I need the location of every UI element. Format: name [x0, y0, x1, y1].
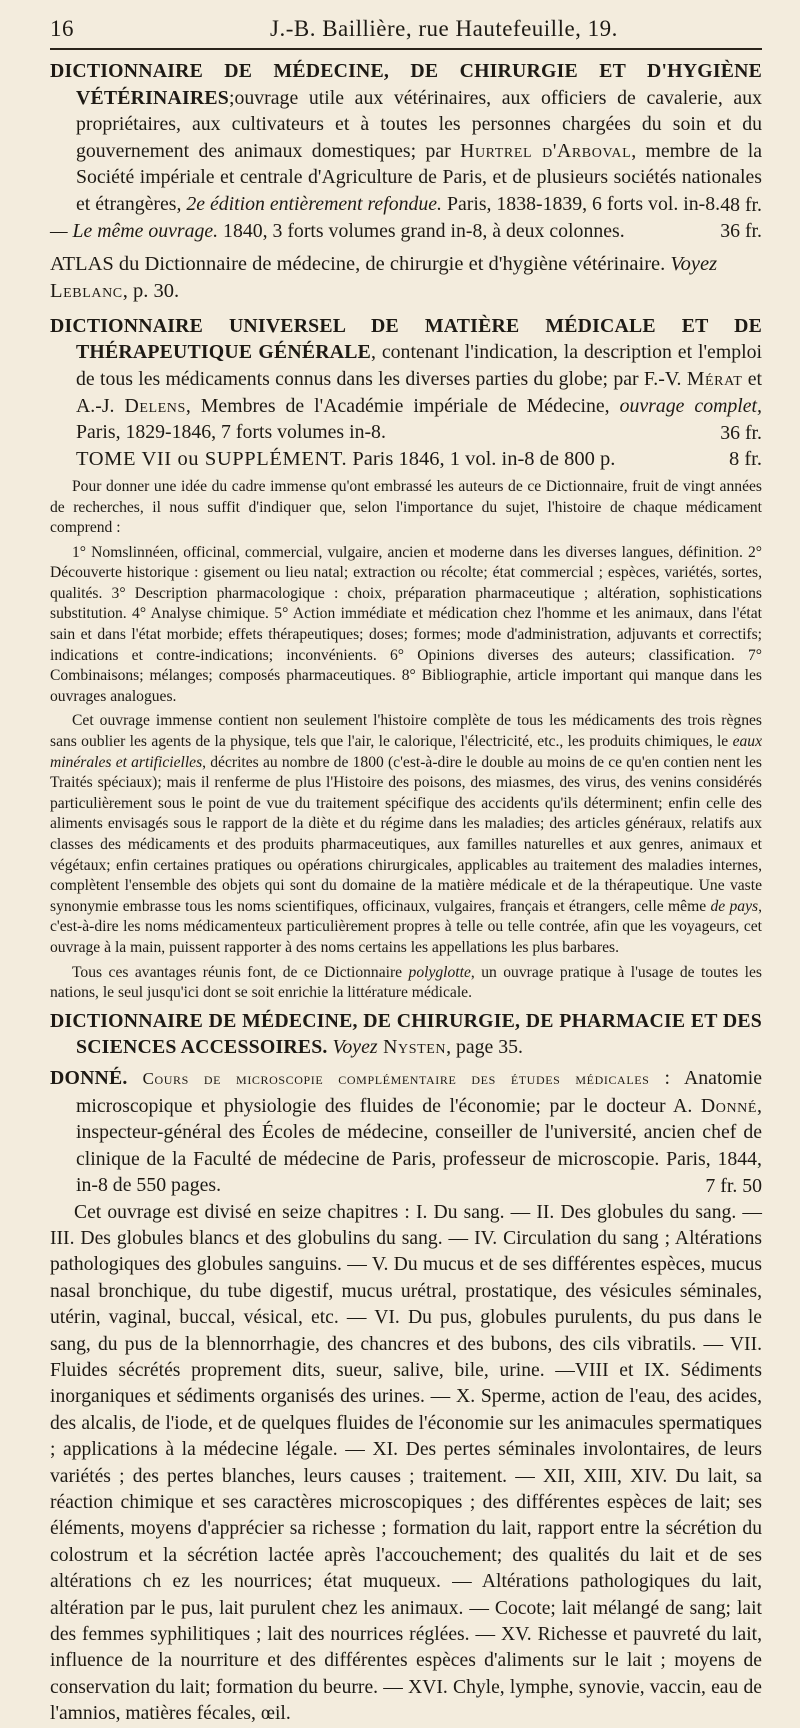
- publisher-line: J.-B. Baillière, rue Hautefeuille, 19.: [270, 16, 618, 41]
- price: 36 fr.: [720, 220, 762, 243]
- page-reference: , p. 30.: [122, 279, 180, 302]
- entry-text: Paris, 1829-1846, 7 forts volumes in-8.: [76, 421, 386, 444]
- entry-dict-sciences-body: [50, 1008, 762, 1061]
- price: 7 fr. 50: [705, 1174, 762, 1197]
- entry-donne: [50, 1065, 762, 1728]
- entry-text: , membre de la Société impériale et centrale d'Agriculture de Paris, et de plusieurs sociétés nationales et étrangères,: [76, 139, 762, 215]
- work-note: ouvrage complet,: [619, 394, 762, 417]
- entry-text: 1840, 3 forts volumes grand in-8, à deux colonnes.: [218, 220, 625, 243]
- author-name: Donné: [700, 1094, 758, 1117]
- paragraph-text: , c'est-à-dire les noms médicamenteux particulièrement propres à telle ou telle contrée, afin que les voyageurs, cet ouvrage à la main, puissent rapporter à des noms certains les appellations les plus barbares.: [50, 897, 763, 956]
- entry-title: DICTIONNAIRE UNIVERSEL DE MATIÈRE MÉDICALE ET DE THÉRAPEUTIQUE GÉNÉRALE: [50, 314, 762, 364]
- price: 48 fr.: [720, 193, 762, 216]
- author-name: Hurtrel d'Arboval: [460, 139, 632, 162]
- entry-dict-sciences: [50, 1008, 762, 1061]
- see-reference: Voyez: [670, 252, 718, 275]
- description-paragraph: Cet ouvrage est divisé en seize chapitres : I. Du sang. — II. Des globules du sang. — III. Des globules blancs et des globulins du sang. — IV. Circulation du sang ; Altérations pathologiques des globules sanguins. — V. Du mucus et de ses différentes espèces, mucus nasal bronchique, du tube digestif, mucus urétral, prostatique, des vésicules séminales, utérin, vaginal, buccal, vésical, etc. — VI. Du pus, globules purulents, du pus dans le sang, du pus de la blennorrhagie, des chancres et des bubons, des cils vibratils. — VII. Fluides sécrétés proprement dits, sueur, salive, bile, urine. —VIII et IX. Sédiments inorganiques et sédiments organisés des urines. — X. Sperme, action de l'eau, des acides, des alcalis, de l'iode, et de quelques fluides de l'économie sur les animacules spermatiques ; applications à la médecine légale. — XI. Des pertes séminales involontaires, de leurs variétés ; des pertes blanches, leurs causes ; traitement. — XII, XIII, XIV. Du lait, sa réaction chimique et ses caractères microscopiques ; des différentes espèces de lait; ses éléments, moyens d'apprécier sa richesse ; formation du lait, rapport entre la sécrétion du colostrum et la sécrétion lactée après l'accouchement; des qualités du lait et de ses altérations ch ez les nourrices; état muqueux. — Altérations pathologiques du lait, altération par le pus, lait purulent chez les animaux. — Cocote; lait mélangé de sang; lait des femmes syphilitiques ; lait des nourrices réglées. — XV. Richesse et pauvreté du lait, influence de la nourriture et des différentes espèces d'aliments sur le lait ; moyens de conservation du lait; formation du beurre. — XVI. Chyle, lymphe, synovie, vaccin, eau de l'amnios, matières fécales, œil.: [50, 1201, 762, 1725]
- author-name: Nysten: [377, 1036, 447, 1059]
- see-reference: Voyez: [327, 1036, 378, 1059]
- page-reference: , page 35.: [446, 1036, 523, 1059]
- entry-text: Paris 1846, 1 vol. in-8 de 800 p.: [347, 448, 616, 471]
- author-name: Mérat: [686, 367, 743, 390]
- page-number: 16: [50, 16, 74, 41]
- paragraph-italic: eaux minérales et artificielles: [50, 733, 762, 771]
- entry-dict-mat-med: [50, 313, 762, 1004]
- same-work-row: [50, 218, 762, 245]
- entry-text: Paris, 1838-1839, 6 forts vol. in-8.: [442, 192, 721, 215]
- description-paragraph: 1° Nomslinnéen, officinal, commercial, vulgaire, ancien et moderne dans les diverses langues, définition. 2° Découverte historique : gisement ou lieu natal; extraction ou récolte; état commercial ; espèces, variétés, sortes, qualités. 3° Description pharmacologique : choix, préparation pharmaceutique ; altération, sophistications substitution. 4° Analyse chimique. 5° Action immédiate et médication chez l'homme et les animaux, dans l'état sain et dans l'état morbide; effets thérapeutiques; doses; formes; mode d'administration, adjuvants et correctifs; indications et contre-indications; inconvénients. 6° Opinions diverses des auteurs; classification. 7° Combinaisons; mélanges; composés pharmaceutiques. 8° Bibliographie, article important qui manque dans les ouvrages analogues.: [50, 543, 762, 705]
- entry-atlas: [50, 251, 762, 305]
- author-name: Delens: [124, 394, 186, 417]
- entry-text: ;ouvrage utile aux vétérinaires, aux officiers de cavalerie, aux propriétaires, aux cultivateurs et à toutes les personnes chargées du soin et du gouvernement des animaux domestiques; par: [76, 86, 762, 162]
- entry-title: DICTIONNAIRE DE MÉDECINE, DE CHIRURGIE, DE PHARMACIE ET DES SCIENCES ACCESSOIRES.: [50, 1009, 762, 1059]
- entry-title: DONNÉ.: [50, 1066, 128, 1089]
- price: 8 fr.: [728, 448, 762, 471]
- header-rule: [50, 48, 762, 50]
- entry-dict-med-vet-body: [50, 58, 762, 218]
- paragraph-text: , un ouvrage pratique à l'usage de toutes les nations, le seul jusqu'ici dont se soit enrichie la littérature médicale.: [50, 963, 762, 1002]
- price: 36 fr.: [720, 421, 762, 444]
- description-paragraph: Pour donner une idée du cadre immense qu'ont embrassé les auteurs de ce Dictionnaire, fruit de vingt années de recherches, il nous suffit d'indiquer que, selon l'importance du sujet, l'histoire de chaque médicament comprend :: [50, 477, 762, 537]
- edition-note: 2e édition entièrement refondue.: [186, 192, 443, 215]
- paragraph-italic: polyglotte: [408, 963, 471, 981]
- description-paragraph: [50, 963, 762, 1004]
- entry-dict-med-vet: [50, 58, 762, 245]
- same-work-label: — Le même ouvrage.: [50, 220, 219, 243]
- paragraph-text: Tous ces avantages réunis font, de ce Dictionnaire: [72, 963, 409, 981]
- description-paragraph: [50, 711, 762, 958]
- author-name: Leblanc: [50, 279, 123, 302]
- entry-text: ATLAS du Dictionnaire de médecine, de chirurgie et d'hygiène vétérinaire.: [50, 252, 671, 275]
- running-header: [50, 16, 762, 42]
- entry-text: , contenant l'indication, la description et l'emploi de tous les médicaments connus dans les diverses parties du globe; par F.-V.: [76, 341, 762, 390]
- paragraph-text: Cet ouvrage immense contient non seulement l'histoire complète de tous les médicaments des trois règnes sans oublier les agents de la physique, tels que l'air, le calorique, l'électricité, etc., les produits chimiques, le: [50, 712, 762, 751]
- course-title: Cours de microscopie complémentaire des études médicales: [127, 1068, 650, 1088]
- paragraph-text: , décrites au nombre de 1800 (c'est-à-dire le double au moins de ce qu'en contien nent les Traités spéciaux); mais il renferme de plus l'Histoire des poisons, des miasmes, des virus, des venins considérés particulièrement sous le point de vue du traitement spécifique des accidents qu'ils déterminent; enfin celle des aliments envisagés sous le rapport de la diète et du régime dans les maladies; des articles généraux, relatifs aux classes des médicaments et des produits pharmaceutiques, aux familles naturelles et aux genres, animaux et végétaux; enfin certaines pratiques ou opérations chirurgicales, applicables au traitement des maladies internes, complètent l'ensemble des objets qui sont du domaine de la matière médicale et de la thérapeutique. Une vaste synonymie embrasse tous les noms scientifiques, officinaux, vulgaires, français et étrangers, celle même: [50, 753, 762, 915]
- entry-text: , inspecteur-général des Écoles de médecine, conseiller de l'université, ancien chef de clinique de la Faculté de médecine de Paris, professeur de microscopie. Paris, 1844, in-8 de 550 pages.: [76, 1094, 762, 1197]
- entry-text: , Membres de l'Académie impériale de Médecine,: [185, 394, 620, 417]
- entry-title: DICTIONNAIRE DE MÉDECINE, DE CHIRURGIE ET D'HYGIÈNE VÉTÉRINAIRES: [50, 60, 762, 109]
- tome-label: TOME VII ou SUPPLÉMENT.: [76, 448, 348, 471]
- entry-text: : Anatomie microscopique et physiologie des fluides de l'économie; par le docteur A.: [76, 1066, 762, 1117]
- tome-row: [76, 446, 762, 473]
- paragraph-italic: de pays: [710, 897, 759, 915]
- entry-text: et A.-J.: [76, 367, 762, 417]
